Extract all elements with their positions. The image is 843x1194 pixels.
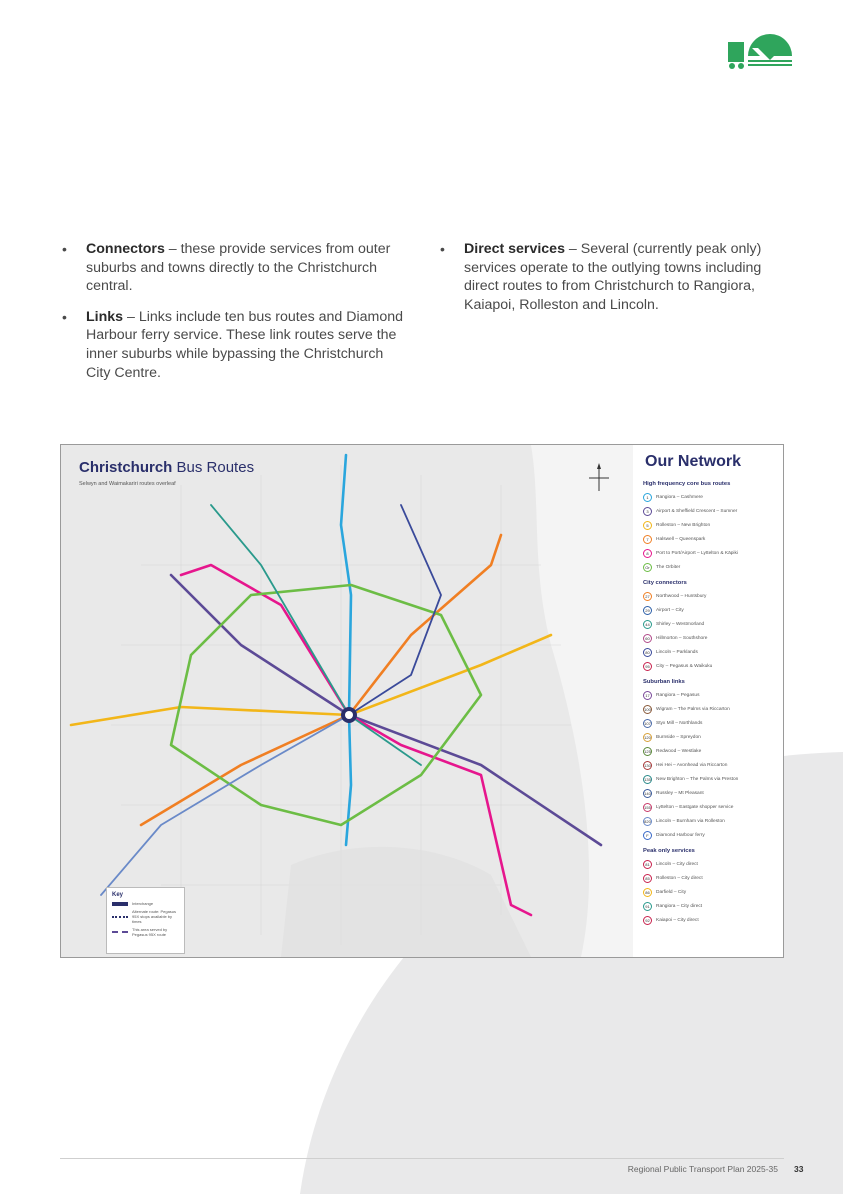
route-number-badge: Or (643, 563, 652, 572)
route-number-badge: F (643, 831, 652, 840)
key-swatch (112, 931, 128, 933)
legend-route-row (643, 814, 779, 828)
route-label: Rolleston – New Brighton (656, 522, 711, 528)
legend-route-row (643, 518, 779, 532)
legend-section-heading: City connectors (643, 580, 687, 586)
legend-route-row (643, 716, 779, 730)
legend-route-row (643, 631, 779, 645)
route-number-badge: 44 (643, 620, 652, 629)
legend-route-row (643, 589, 779, 603)
route-label: Shirley – Westmorland (656, 621, 705, 627)
legend-route-row (643, 857, 779, 871)
key-label: Alternate route: Pegasus 95X stops available by times (132, 909, 177, 924)
route-number-badge: 91 (643, 902, 652, 911)
legend-route-row (643, 645, 779, 659)
legend-section-heading: Suburban links (643, 679, 685, 685)
compass-icon (586, 461, 612, 495)
key-label: Interchange (132, 901, 154, 906)
bullet-list-left (62, 240, 407, 394)
route-number-badge: 8 (643, 549, 652, 558)
legend-route-row (643, 899, 779, 913)
legend-route-row (643, 659, 779, 673)
route-number-badge: 5 (643, 521, 652, 530)
legend-route-row (643, 828, 779, 842)
legend-route-row (643, 617, 779, 631)
bullet-text: – Several (currently peak only) services operate to the outlying towns including direct routes to from Christchurch to Rangiora, Kaiapoi, Rolleston and Lincoln. (464, 241, 762, 313)
legend-route-row (643, 702, 779, 716)
legend-route-row (643, 532, 779, 546)
route-label: Lyttelton – Eastgate shopper service (656, 804, 734, 810)
map-canvas (61, 445, 633, 957)
legend-route-row (643, 490, 779, 504)
legend-route-row (643, 688, 779, 702)
route-number-badge: 155 (644, 804, 651, 810)
route-label: Rangiora – Cashmere (656, 494, 703, 500)
route-label: Rangiora – City direct (656, 903, 703, 909)
route-label: Lincoln – City direct (656, 861, 698, 867)
legend-route-row (643, 730, 779, 744)
route-number-badge: 29 (643, 606, 652, 615)
route-label: Rolleston – City direct (656, 875, 703, 881)
route-number-badge: 130 (644, 762, 651, 768)
page-number: 33 (794, 1164, 804, 1174)
map-title (79, 459, 254, 476)
route-label: Halswell – Queenspark (656, 536, 706, 542)
route-label: Hillmorton – Southshore (656, 635, 708, 641)
bullet-connectors: • Connectors – these provide services from outer suburbs and towns directly to the Christchurch central. (62, 241, 391, 295)
bullet-list-right (440, 240, 785, 326)
route-label: Rangiora – Pegasus (656, 692, 700, 698)
route-number-badge: 100 (644, 706, 651, 712)
legend-route-row (643, 758, 779, 772)
bullet-term: Connectors (86, 241, 165, 257)
route-number-badge: 135 (644, 776, 651, 782)
route-number-badge: 81 (643, 860, 652, 869)
footer-doc-title: Regional Public Transport Plan 2025-35 (627, 1164, 778, 1174)
legend-list (643, 475, 779, 927)
route-label: Airport – City (656, 607, 684, 613)
route-label: Russley – Mt Pleasant (656, 790, 704, 796)
bullet-text: – Links include ten bus routes and Diamond Harbour ferry service. These link routes serve the inner suburbs while bypassing the Christchurch City Centre. (86, 308, 404, 381)
map-key (106, 887, 185, 954)
legend-route-row (643, 744, 779, 758)
route-number-badge: 3 (643, 507, 652, 516)
map-title-bold: Christchurch (79, 459, 173, 476)
bullet-text: – these provide services from outer suburbs and towns directly to the Christchurch central. (86, 241, 391, 295)
route-number-badge: 92 (643, 916, 652, 925)
key-row (112, 927, 179, 937)
bullet-term: Links (86, 308, 124, 325)
route-number-badge: 85 (643, 874, 652, 883)
route-label: Lincoln – Parklands (656, 649, 698, 655)
bullet-links: • Links – Links include ten bus routes and Diamond Harbour ferry service. These link routes serve the inner suburbs while bypassing the Christchurch City Centre. (62, 308, 404, 381)
route-number-badge: 125 (644, 748, 651, 754)
route-label: Lincoln – Burnham via Rolleston (656, 818, 725, 824)
route-label: Northwood – Huntsbury (656, 593, 707, 599)
route-lines (61, 445, 633, 957)
route-label: Styx Mill – Northlands (656, 720, 703, 726)
bus-route-map (60, 444, 784, 958)
route-label: City – Pegasus & Waikuku (656, 663, 713, 669)
route-number-badge: 120 (644, 734, 651, 740)
route-label: Diamond Harbour ferry (656, 832, 705, 838)
route-label: Airport & Sheffield Crescent – Sumner (656, 508, 738, 514)
legend-route-row (643, 504, 779, 518)
route-label: Port to Port/Airport – Lyttelton & Kāpiki (656, 550, 738, 556)
route-label: Redwood – Westlake (656, 748, 702, 754)
legend-section-heading: Peak only services (643, 848, 695, 854)
legend-route-row (643, 603, 779, 617)
legend-title: Our Network (645, 453, 742, 470)
key-row (112, 901, 179, 906)
footer-divider (60, 1158, 784, 1159)
legend-route-row (643, 800, 779, 814)
map-title-light: Bus Routes (172, 459, 255, 476)
legend-route-row (643, 871, 779, 885)
route-number-badge: 27 (643, 592, 652, 601)
route-number-badge: 95 (643, 662, 652, 671)
bullet-term: Direct services (464, 241, 565, 257)
legend-route-row (643, 772, 779, 786)
route-number-badge: 820 (644, 818, 651, 824)
route-label: Kaiapoi – City direct (656, 917, 699, 923)
key-row (112, 909, 179, 924)
bus-logo-icon (724, 26, 794, 70)
legend-route-row (643, 913, 779, 927)
route-label: Darfield – City (656, 889, 687, 895)
route-label: The Orbiter (656, 564, 681, 570)
route-number-badge: 140 (644, 790, 651, 796)
route-number-badge: 17 (643, 691, 652, 700)
legend-route-row (643, 885, 779, 899)
legend-route-row (643, 546, 779, 560)
key-label: This area served by Pegasus 95X route (132, 927, 168, 937)
route-number-badge: 1 (643, 493, 652, 502)
key-swatch (112, 902, 128, 906)
route-number-badge: 60 (643, 634, 652, 643)
legend-section-heading: High frequency core bus routes (643, 481, 731, 487)
route-number-badge: 107 (644, 720, 651, 726)
key-title: Key (112, 892, 124, 898)
route-number-badge: 7 (643, 535, 652, 544)
route-number-badge: 80 (643, 648, 652, 657)
route-label: Burnside – Spreydon (656, 734, 701, 740)
route-number-badge: 86 (643, 888, 652, 897)
route-label: Wigram – The Palms via Riccarton (656, 706, 730, 712)
network-legend (633, 445, 783, 957)
key-swatch (112, 916, 128, 918)
legend-route-row (643, 560, 779, 574)
bullet-direct-services: • Direct services – Several (currently peak only) services operate to the outlying towns including direct routes to from Christchurch to Rangiora, Kaiapoi, Rolleston and Lincoln. (440, 241, 762, 313)
route-label: Hei Hei – Avonhead via Riccarton (656, 762, 728, 768)
legend-route-row (643, 786, 779, 800)
map-subtitle: Selwyn and Waimakariri routes overleaf (79, 481, 176, 487)
route-label: New Brighton – The Palms via Preston (656, 776, 739, 782)
